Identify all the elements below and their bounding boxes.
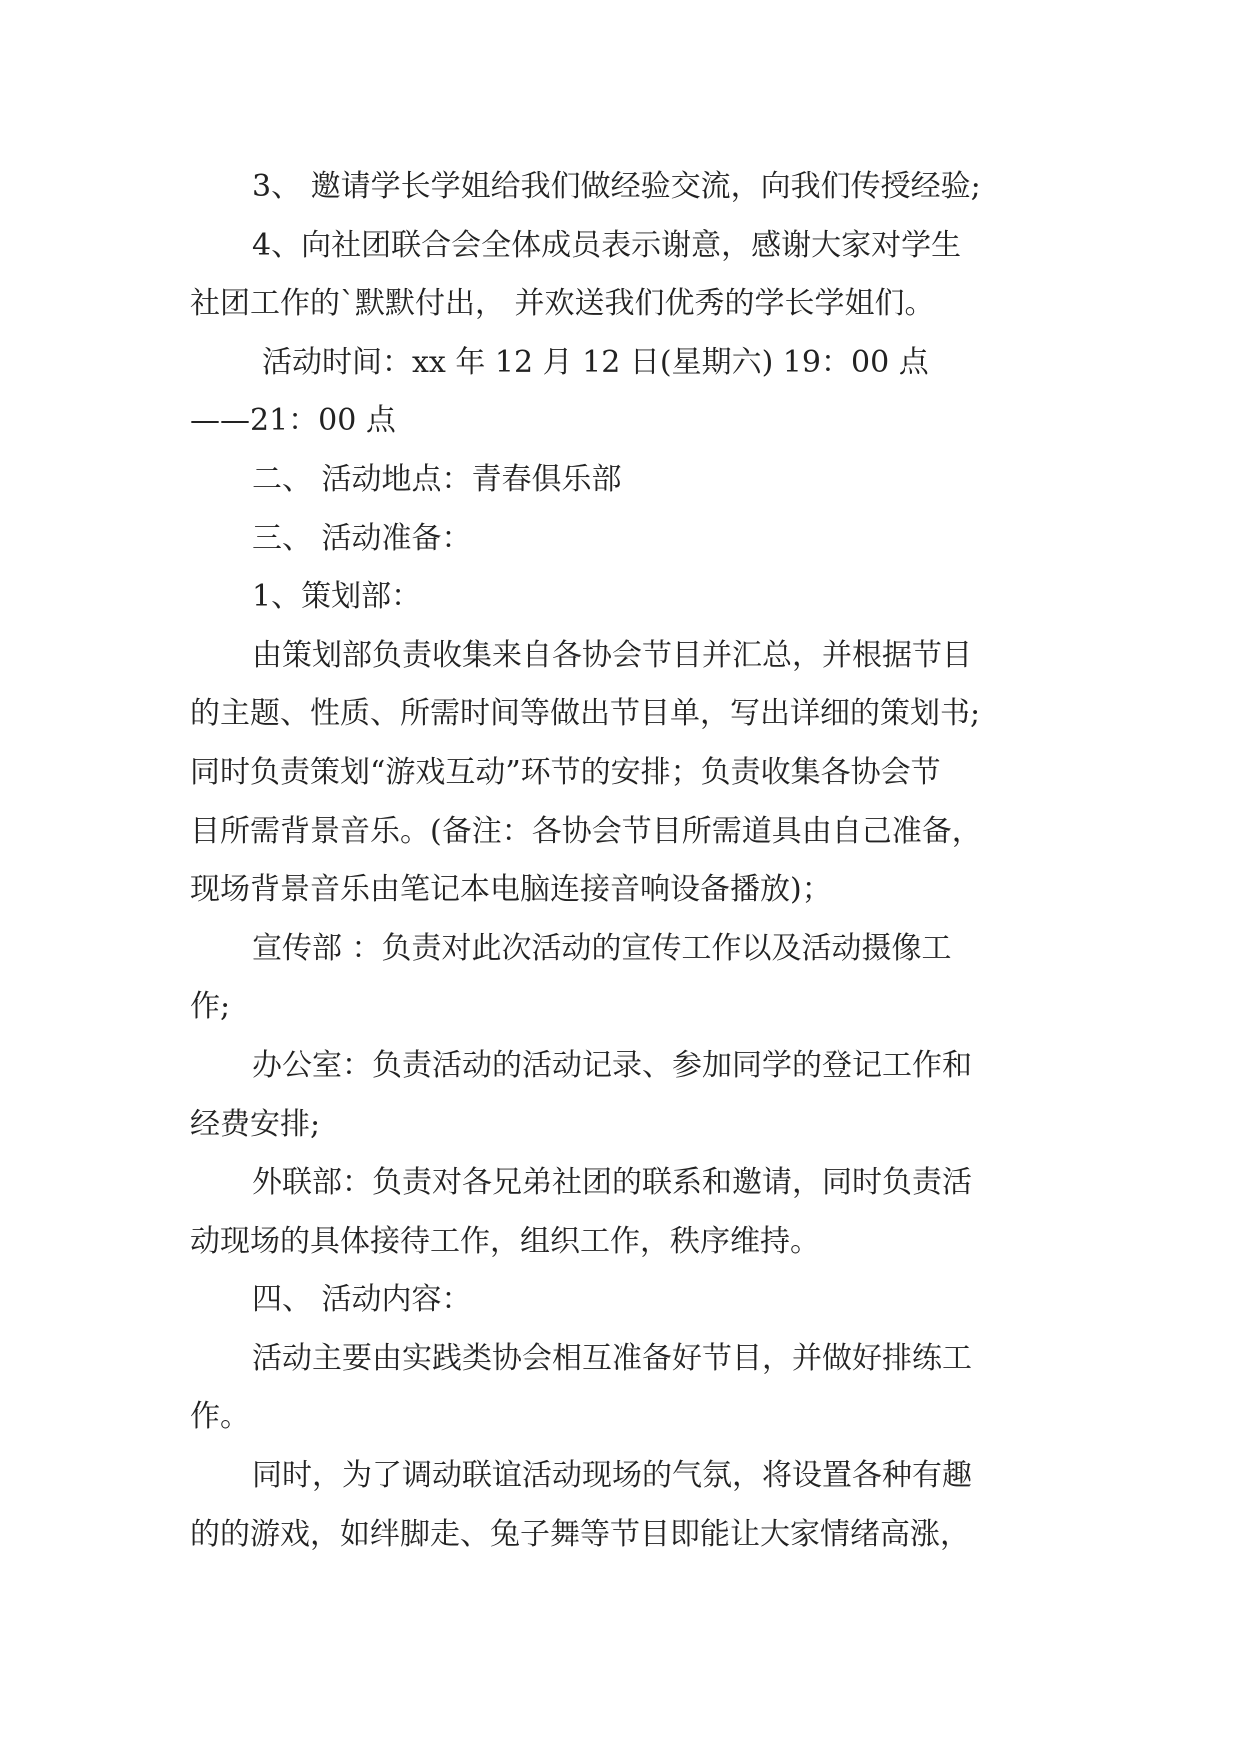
section-heading-location: 二、 活动地点：青春俱乐部 xyxy=(252,461,622,497)
planning-paragraph-line-5: 现场背景音乐由笔记本电脑连接音响设备播放)； xyxy=(190,872,832,908)
games-paragraph-line-1: 同时，为了调动联谊活动现场的气氛，将设置各种有趣 xyxy=(252,1458,972,1494)
external-relations-paragraph-line-2: 动现场的具体接待工作，组织工作，秩序维持。 xyxy=(190,1223,820,1259)
publicity-paragraph-line-1: 宣传部 ：负责对此次活动的宣传工作以及活动摄像工 xyxy=(252,930,952,966)
section-heading-preparation: 三、 活动准备： xyxy=(252,520,472,556)
activity-time-line: 活动时间：xx 年 12 月 12 日(星期六) 19：00 点 xyxy=(262,344,929,380)
planning-paragraph-line-2: 的主题、性质、所需时间等做出节目单，写出详细的策划书; xyxy=(190,696,981,732)
external-relations-paragraph-line-1: 外联部：负责对各兄弟社团的联系和邀请，同时负责活 xyxy=(252,1165,972,1201)
paragraph-line-2: 4、向社团联合会全体成员表示谢意，感谢大家对学生 xyxy=(252,227,962,263)
activity-time-end-line: ——21：00 点 xyxy=(190,403,396,439)
office-paragraph-line-1: 办公室：负责活动的活动记录、参加同学的登记工作和 xyxy=(252,1047,972,1083)
paragraph-line-1: 3、 邀请学长学姐给我们做经验交流，向我们传授经验; xyxy=(252,169,981,204)
section-heading-content: 四、 活动内容： xyxy=(252,1282,472,1318)
planning-department-heading: 1、策划部： xyxy=(252,579,422,615)
content-paragraph-line-2: 作。 xyxy=(190,1399,250,1435)
publicity-paragraph-line-2: 作; xyxy=(190,989,231,1025)
planning-paragraph-line-1: 由策划部负责收集来自各协会节目并汇总，并根据节目 xyxy=(252,637,972,673)
content-paragraph-line-1: 活动主要由实践类协会相互准备好节目，并做好排练工 xyxy=(252,1340,972,1376)
paragraph-line-3: 社团工作的`默默付出， 并欢送我们优秀的学长学姐们。 xyxy=(190,286,935,322)
planning-paragraph-line-4: 目所需背景音乐。(备注：各协会节目所需道具由自己准备， xyxy=(190,813,982,849)
planning-paragraph-line-3: 同时负责策划“游戏互动”环节的安排；负责收集各协会节 xyxy=(190,754,941,790)
document-body xyxy=(190,158,1050,1564)
games-paragraph-line-2: 的的游戏，如绊脚走、兔子舞等节目即能让大家情绪高涨， xyxy=(190,1516,970,1552)
office-paragraph-line-2: 经费安排; xyxy=(190,1106,321,1142)
